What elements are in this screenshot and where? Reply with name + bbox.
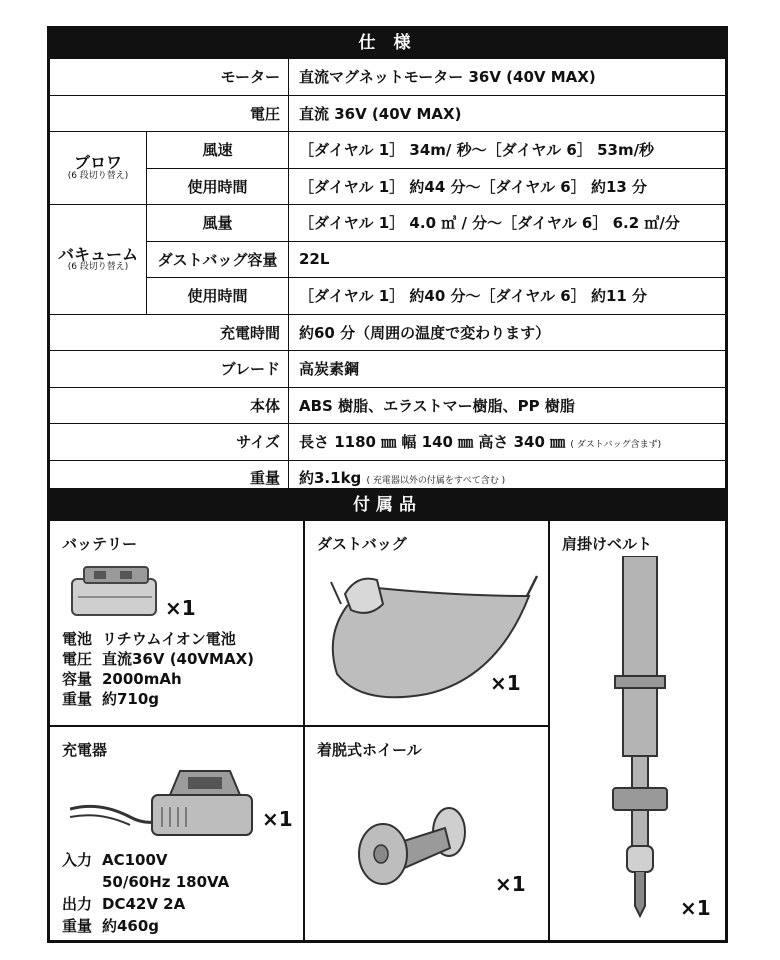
size-cell bbox=[289, 424, 726, 461]
vacuum-volume-value: ［ダイヤル 1］ 4.0 ㎥ / 分〜［ダイヤル 6］ 6.2 ㎥/分 bbox=[289, 205, 726, 242]
size-value: 長さ 1180 ㎜ 幅 140 ㎜ 高さ 340 ㎜ bbox=[299, 433, 566, 452]
battery-title: バッテリー bbox=[62, 535, 138, 553]
wheel-cell bbox=[304, 726, 549, 941]
blower-group-label: ブロワ bbox=[73, 153, 122, 173]
charger-qty: ×1 bbox=[262, 807, 293, 831]
wheel-title: 着脱式ホイール bbox=[317, 741, 422, 759]
motor-label: モーター bbox=[50, 59, 289, 96]
spec-table bbox=[47, 26, 728, 497]
accessories-panel bbox=[47, 488, 728, 943]
blade-value: 高炭素鋼 bbox=[289, 351, 726, 388]
table-row bbox=[50, 278, 726, 315]
table-row bbox=[50, 387, 726, 424]
blower-speed-value: ［ダイヤル 1］ 34m/ 秒〜［ダイヤル 6］ 53m/秒 bbox=[289, 132, 726, 169]
motor-value: 直流マグネットモーター 36V (40V MAX) bbox=[289, 59, 726, 96]
vacuum-group-label: バキューム bbox=[57, 244, 138, 264]
battery-spec-key: 容量 bbox=[62, 670, 93, 688]
table-row bbox=[50, 95, 726, 132]
list-item bbox=[62, 894, 185, 914]
spec-title: 仕 様 bbox=[49, 28, 726, 58]
table-row bbox=[50, 241, 726, 278]
battery-cell bbox=[49, 520, 304, 726]
weight-note: ( 充電器以外の付属をすべて含む ) bbox=[366, 475, 506, 486]
list-item bbox=[62, 629, 236, 649]
list-item bbox=[62, 689, 159, 709]
blade-label: ブレード bbox=[50, 351, 289, 388]
vacuum-bag-value: 22L bbox=[289, 241, 726, 278]
charge-label: 充電時間 bbox=[50, 314, 289, 351]
battery-spec-value: リチウムイオン電池 bbox=[102, 630, 236, 648]
list-item bbox=[62, 850, 168, 870]
vacuum-time-label: 使用時間 bbox=[147, 278, 289, 315]
shoulder-belt-image bbox=[605, 556, 675, 936]
list-item bbox=[62, 669, 182, 689]
blower-time-label: 使用時間 bbox=[147, 168, 289, 205]
vacuum-time-value: ［ダイヤル 1］ 約40 分〜［ダイヤル 6］ 約11 分 bbox=[289, 278, 726, 315]
belt-title: 肩掛けベルト bbox=[562, 535, 653, 553]
charger-spec-value: AC100V bbox=[102, 851, 168, 869]
battery-spec-key: 重量 bbox=[62, 690, 93, 708]
vacuum-volume-label: 風量 bbox=[147, 205, 289, 242]
body-label: 本体 bbox=[50, 387, 289, 424]
belt-qty: ×1 bbox=[680, 896, 711, 920]
wheel-image bbox=[355, 792, 475, 892]
blower-time-value: ［ダイヤル 1］ 約44 分〜［ダイヤル 6］ 約13 分 bbox=[289, 168, 726, 205]
table-row bbox=[50, 424, 726, 461]
voltage-label: 電圧 bbox=[50, 95, 289, 132]
accessories-title: 付属品 bbox=[49, 490, 726, 520]
list-item bbox=[62, 916, 159, 936]
charger-spec-key: 重量 bbox=[62, 917, 93, 935]
battery-qty: ×1 bbox=[165, 596, 196, 620]
battery-spec-key: 電池 bbox=[62, 630, 93, 648]
accessories-grid bbox=[49, 520, 726, 941]
battery-spec-value: 約710g bbox=[102, 690, 160, 708]
list-item bbox=[62, 649, 254, 669]
weight-label: 重量 bbox=[50, 460, 289, 494]
wheel-qty: ×1 bbox=[495, 872, 526, 896]
charger-spec-value: 約460g bbox=[102, 917, 160, 935]
charger-cell bbox=[49, 726, 304, 941]
charge-value: 約60 分（周囲の温度で変わります） bbox=[289, 314, 726, 351]
blower-speed-label: 風速 bbox=[147, 132, 289, 169]
charger-spec-value: 50/60Hz 180VA bbox=[102, 873, 230, 891]
battery-spec-value: 2000mAh bbox=[102, 670, 182, 688]
table-row bbox=[50, 168, 726, 205]
vacuum-bag-label: ダストバッグ容量 bbox=[147, 241, 289, 278]
table-row bbox=[50, 205, 726, 242]
size-label: サイズ bbox=[50, 424, 289, 461]
voltage-value: 直流 36V (40V MAX) bbox=[289, 95, 726, 132]
table-row bbox=[50, 59, 726, 96]
charger-title: 充電器 bbox=[62, 741, 108, 759]
body-value: ABS 樹脂、エラストマー樹脂、PP 樹脂 bbox=[289, 387, 726, 424]
dustbag-cell bbox=[304, 520, 549, 726]
spec-grid bbox=[49, 58, 726, 495]
size-note: ( ダストバッグ含まず) bbox=[570, 440, 662, 451]
battery-spec-value: 直流36V (40VMAX) bbox=[102, 650, 254, 668]
list-item bbox=[62, 872, 229, 892]
battery-spec-key: 電圧 bbox=[62, 650, 93, 668]
charger-spec-value: DC42V 2A bbox=[102, 895, 186, 913]
dustbag-qty: ×1 bbox=[490, 671, 521, 695]
dustbag-title: ダストバッグ bbox=[317, 535, 407, 553]
charger-image bbox=[70, 765, 260, 845]
table-row bbox=[50, 351, 726, 388]
charger-spec-key: 出力 bbox=[62, 895, 93, 913]
blower-group bbox=[50, 132, 147, 205]
vacuum-group-note: (6 段切り替え) bbox=[67, 262, 129, 273]
table-row bbox=[50, 314, 726, 351]
belt-cell bbox=[549, 520, 726, 941]
table-row bbox=[50, 132, 726, 169]
battery-image bbox=[70, 563, 160, 619]
blower-group-note: (6 段切り替え) bbox=[67, 170, 129, 181]
vacuum-group bbox=[50, 205, 147, 315]
charger-spec-key: 入力 bbox=[62, 851, 93, 869]
weight-value: 約3.1kg bbox=[299, 468, 362, 487]
